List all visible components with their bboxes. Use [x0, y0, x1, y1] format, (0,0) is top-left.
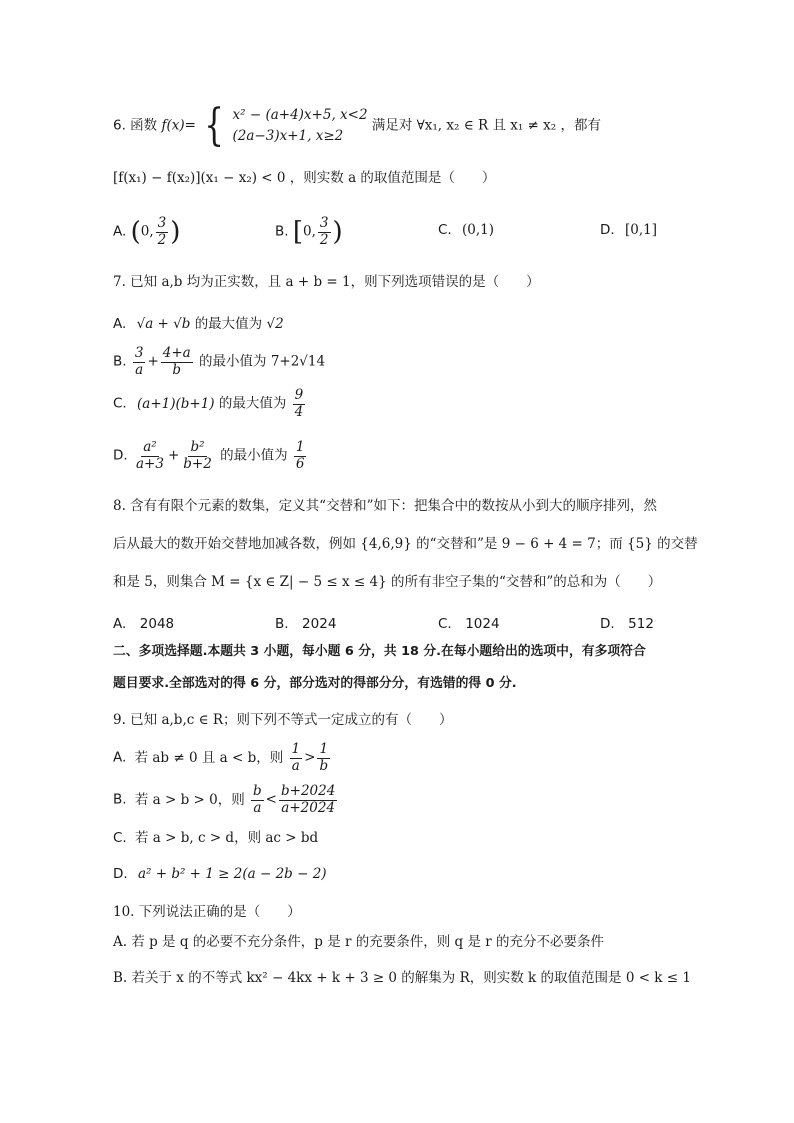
q8-option-a[interactable] [113, 612, 174, 632]
q9-a-den2: b [319, 757, 329, 774]
q7-b-den2: b [172, 361, 182, 378]
q7-option-c[interactable] [113, 388, 307, 420]
q9-option-a-label: A. [113, 749, 127, 766]
q10-stem [113, 904, 301, 920]
q6-inequality: [f(x₁) − f(x₂)](x₁ − x₂) < 0 ，则实数 a 的取值范围是（ ） [113, 170, 496, 186]
q9-b-op: < [265, 791, 277, 808]
q9-a-den1: a [291, 757, 300, 774]
q8-option-d[interactable] [600, 612, 654, 632]
q7-c-result-den: 4 [294, 403, 304, 420]
q7-option-c-expr: (a+1)(b+1) [137, 395, 215, 412]
q6-function: f(x)= [161, 117, 196, 134]
q9-option-a[interactable] [113, 742, 332, 774]
q6-option-b-den: 2 [319, 231, 329, 248]
q8-text-3: 和是 5，则集合 M = {x ∈ Z| − 5 ≤ x ≤ 4} 的所有非空子集的“交替和”的总和为（ ） [113, 574, 662, 590]
q9-a-num2: 1 [319, 741, 329, 757]
q9-a-op: > [304, 749, 316, 766]
plus-sign: + [167, 447, 180, 464]
q8-option-d-text: D. 512 [600, 616, 654, 632]
q6-option-b-val: 0, [303, 223, 316, 240]
q7-d-result-den: 6 [295, 455, 305, 472]
q9-b-den2: a+2024 [281, 799, 335, 816]
q6-number: 6. 函数 [113, 117, 158, 134]
q7-option-a-result: √2 [266, 316, 284, 332]
q7-option-d-label: D. [113, 447, 128, 464]
q9-b-den1: a [253, 799, 262, 816]
left-paren: ( [130, 217, 141, 248]
q6-option-d-val: [0,1] [624, 222, 657, 238]
q9-option-d-label: D. [113, 866, 128, 882]
piecewise-brace: { [204, 100, 225, 151]
q6-line2 [113, 170, 495, 186]
q7-option-c-text: 的最大值为 [218, 395, 287, 412]
q8-text-1: 8. 含有有限个元素的数集，定义其“交替和”如下：把集合中的数按从小到大的顺序排列，然 [113, 498, 657, 514]
q8-line1 [113, 498, 657, 514]
q7-option-b[interactable] [113, 346, 325, 378]
q9-b-num1: b [253, 783, 262, 799]
q7-option-b-text: 的最小值为 [199, 353, 267, 370]
q6-piece1: x² − (a+4)x+5, x<2 [232, 107, 368, 124]
q7-option-a[interactable] [113, 316, 284, 332]
plus-sign: + [147, 353, 159, 370]
q9-option-b-label: B. [113, 791, 127, 808]
q10-option-a-text: A. 若 p 是 q 的必要不充分条件，p 是 r 的充要条件，则 q 是 r 的充分不必要条件 [113, 934, 605, 950]
q6-line1 [113, 100, 601, 151]
q10-option-a[interactable] [113, 934, 604, 950]
q9-stem-text: 9. 已知 a,b,c ∈ R；则下列不等式一定成立的有（ ） [113, 712, 453, 728]
q6-option-a[interactable] [113, 216, 180, 248]
section2-text-2: 题目要求.全部选对的得 6 分，部分选对的得部分分，有选错的得 0 分. [113, 676, 517, 691]
q9-option-c-label: C. [113, 830, 127, 846]
q8-line2 [113, 536, 698, 552]
q7-option-a-expr: √a + √b [136, 316, 191, 332]
q6-piecewise [233, 105, 368, 147]
q7-option-b-result: 7+2√14 [270, 353, 326, 370]
q6-option-c-label: C. [438, 222, 452, 238]
q8-option-c[interactable] [438, 612, 500, 632]
q8-line3 [113, 574, 661, 590]
q9-option-c-text: 若 a > b, c > d，则 ac > bd [135, 830, 319, 846]
q9-option-b-pre: 若 a > b > 0，则 [134, 791, 245, 808]
q7-option-a-label: A. [113, 316, 127, 332]
q9-option-d[interactable] [113, 866, 327, 882]
q9-option-c[interactable] [113, 830, 318, 846]
q6-condition: 满足对 ∀x₁, x₂ ∈ R 且 x₁ ≠ x₂ ，都有 [371, 117, 601, 134]
q10-option-b-text: B. 若关于 x 的不等式 kx² − 4kx + k + 3 ≥ 0 的解集为 R，则实数 k 的取值范围是 0 < k ≤ 1 [113, 970, 691, 986]
q7-option-d-text: 的最小值为 [220, 447, 288, 464]
q7-d-den1: a+3 [135, 455, 164, 472]
q9-option-b[interactable] [113, 784, 339, 816]
q7-c-result-num: 9 [294, 387, 304, 403]
q7-stem [113, 274, 540, 290]
q9-a-num1: 1 [291, 741, 301, 757]
q6-option-c[interactable] [438, 222, 494, 238]
q7-b-num2: 4+a [162, 345, 191, 361]
q7-d-den2: b+2 [183, 455, 212, 472]
q6-option-a-num: 3 [157, 215, 167, 231]
q6-piece2: (2a−3)x+1, x≥2 [232, 128, 344, 144]
q6-option-a-den: 2 [157, 231, 167, 248]
q8-option-b-text: B. 2024 [275, 616, 337, 632]
q9-stem [113, 712, 453, 728]
q7-stem-text: 7. 已知 a,b 均为正实数，且 a + b = 1，则下列选项错误的是（ ） [113, 274, 540, 290]
section2-line1 [113, 644, 646, 659]
q6-option-a-val: 0, [140, 223, 154, 240]
q8-option-c-text: C. 1024 [438, 616, 500, 632]
left-bracket: [ [292, 217, 304, 248]
q6-option-b[interactable] [275, 216, 343, 248]
right-paren: ) [170, 217, 181, 248]
q7-option-a-text: 的最大值为 [194, 316, 263, 332]
q6-option-b-label: B. [275, 223, 289, 240]
section2-text-1: 二、多项选择题.本题共 3 小题，每小题 6 分，共 18 分.在每小题给出的选项中，有多项符合 [113, 644, 646, 659]
q10-stem-text: 10. 下列说法正确的是（ ） [113, 904, 301, 920]
q7-option-c-label: C. [113, 395, 127, 412]
q6-option-b-num: 3 [319, 215, 329, 231]
right-paren: ) [332, 217, 343, 248]
q7-d-result-num: 1 [295, 439, 305, 455]
q9-option-d-text: a² + b² + 1 ≥ 2(a − 2b − 2) [137, 866, 327, 882]
q7-d-num1: a² [143, 439, 157, 455]
q6-option-d[interactable] [600, 222, 657, 238]
q9-option-a-pre: 若 ab ≠ 0 且 a < b，则 [134, 749, 284, 766]
q7-option-d[interactable] [113, 440, 308, 472]
q10-option-b[interactable] [113, 970, 691, 986]
q7-option-b-label: B. [113, 353, 127, 370]
q7-b-num1: 3 [134, 345, 144, 361]
q6-option-a-label: A. [113, 223, 127, 240]
q8-option-a-text: A. 2048 [113, 616, 175, 632]
q7-b-den1: a [135, 361, 144, 378]
q6-option-d-label: D. [600, 222, 615, 238]
q8-option-b[interactable] [275, 612, 336, 632]
q6-option-c-val: (0,1) [462, 222, 495, 238]
q9-b-num2: b+2024 [280, 783, 336, 799]
section2-line2 [113, 676, 517, 691]
q8-text-2: 后从最大的数开始交替地加减各数，例如 {4,6,9} 的“交替和”是 9 − 6 + 4 = 7；而 {5} 的交替 [113, 536, 698, 552]
q7-d-num2: b² [190, 439, 205, 455]
